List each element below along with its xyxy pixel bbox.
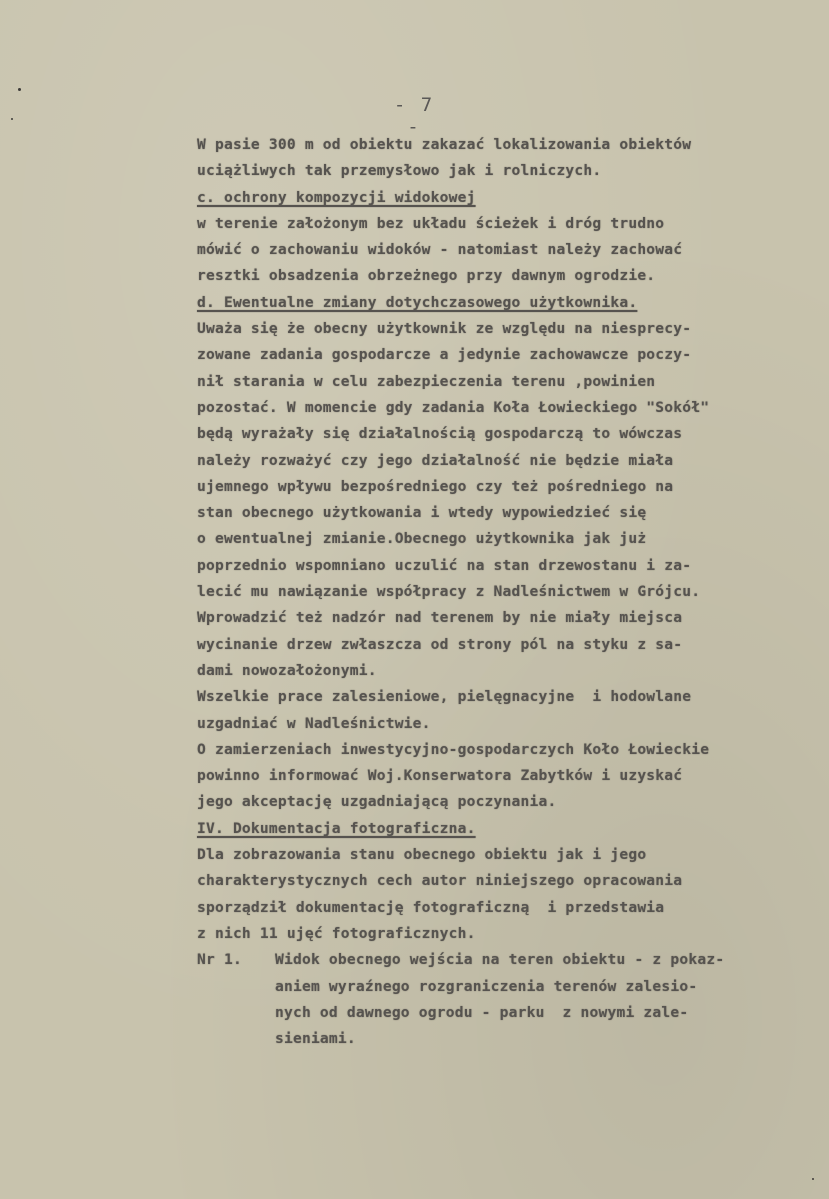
text-line: Wprowadzić też nadzór nad terenem by nie miały miejsca [197,609,683,627]
text-line: Uważa się że obecny użytkownik ze względu na niesprecy- [197,320,692,338]
paper-speck [18,88,21,91]
text-line: O zamierzeniach inwestycyjno-gospodarczych Koło Łowieckie [197,740,710,758]
section-heading-iv: IV. Dokumentacja fotograficzna. [197,819,476,837]
text-line: powinno informować Woj.Konserwatora Zabytków i uzyskać [197,767,683,785]
text-line: W pasie 300 m od obiektu zakazać lokalizowania obiektów [197,136,692,153]
text-line: z nich 11 ujęć fotograficznych. [197,924,476,942]
text-line: zowane zadania gospodarcze a jedynie zachowawcze poczy- [197,346,692,364]
text-line: ujemnego wpływu bezpośredniego czy też pośredniego na [197,477,674,495]
text-line: sporządził dokumentację fotograficzną i przedstawia [197,898,665,916]
text-line: nił starania w celu zabezpieczenia terenu ,powinien [197,372,656,390]
typed-text-body [197,132,807,1052]
text-line: aniem wyraźnego rozgraniczenia terenów zalesio- [275,977,698,995]
text-line: resztki obsadzenia obrzeżnego przy dawnym ogrodzie. [197,267,656,285]
text-line: w terenie założonym bez układu ścieżek i dróg trudno [197,214,665,232]
text-line: Widok obecnego wejścia na teren obiektu - z pokaz- [275,951,725,969]
text-line: wycinanie drzew zwłaszcza od strony pól na styku z sa- [197,635,683,653]
text-line: poprzednio wspomniano uczulić na stan drzewostanu i za- [197,556,692,574]
text-line: dami nowozałożonymi. [197,661,377,679]
text-line: Dla zobrazowania stanu obecnego obiektu jak i jego [197,846,647,864]
text-line: stan obecnego użytkowania i wtedy wypowiedzieć się [197,504,647,522]
photo-number-label: Nr 1. [197,951,242,969]
photo-list-item [197,947,807,1052]
text-line: będą wyrażały się działalnością gospodarczą to wówczas [197,425,683,443]
text-line: Wszelkie prace zalesieniowe, pielęgnacyjne i hodowlane [197,688,692,706]
text-line: uciążliwych tak przemysłowo jak i rolniczych. [197,162,602,180]
text-line: nych od dawnego ogrodu - parku z nowymi zale- [275,1003,689,1021]
paper-speck [812,1178,814,1180]
section-heading-c: c. ochrony kompozycji widokowej [197,188,476,206]
text-line: mówić o zachowaniu widoków - natomiast należy zachować [197,241,683,259]
text-line: sieniami. [275,1030,356,1048]
page-number: - 7 - [393,94,435,138]
paper-speck [11,118,13,120]
text-line: należy rozważyć czy jego działalność nie będzie miała [197,451,674,469]
text-line: o ewentualnej zmianie.Obecnego użytkownika jak już [197,530,647,548]
text-line: jego akceptację uzgadniającą poczynania. [197,793,557,811]
section-heading-d: d. Ewentualne zmiany dotychczasowego użytkownika. [197,293,638,311]
text-line: uzgadniać w Nadleśnictwie. [197,714,431,732]
text-line: lecić mu nawiązanie współpracy z Nadleśnictwem w Grójcu. [197,583,701,601]
text-line: pozostać. W momencie gdy zadania Koła Łowieckiego "Sokół" [197,398,710,416]
text-line: charakterystycznych cech autor niniejszego opracowania [197,872,683,890]
